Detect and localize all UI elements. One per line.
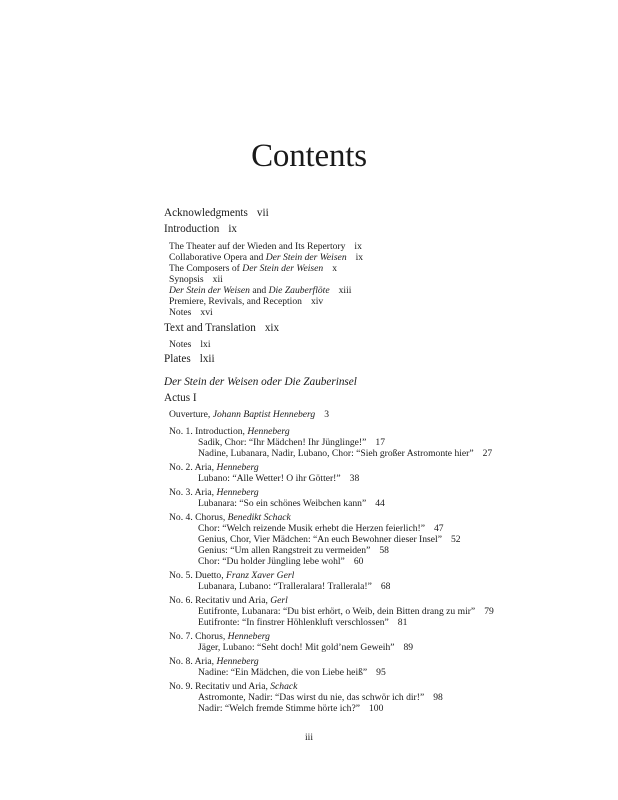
toc-entry-text: No. 1. Introduction,: [169, 426, 248, 437]
toc-entry: [169, 263, 337, 274]
toc-subentry: [198, 606, 494, 617]
toc-entry-text: The Theater auf der Wieden and Its Repertory: [169, 241, 346, 252]
toc-subentry: [198, 617, 407, 628]
toc-entry-text: Gerl: [270, 595, 288, 606]
toc-entry-text: Nadine: “Ein Mädchen, die von Liebe heiß”: [198, 667, 368, 678]
toc-page-ref: lxii: [199, 353, 215, 365]
toc-page-ref: xvi: [200, 307, 213, 318]
toc-entry-text: No. 4. Chorus,: [169, 512, 228, 523]
toc-entry: [169, 656, 259, 667]
toc-entry-text: Der Stein der Weisen: [265, 252, 347, 263]
toc-entry-text: Schack: [270, 681, 298, 692]
toc-entry: [169, 512, 291, 523]
toc-section: [164, 322, 279, 334]
toc-entry: [169, 595, 288, 606]
toc-entry-text: Die Zauberflöte: [268, 285, 330, 296]
toc-page-ref: 47: [433, 523, 444, 534]
toc-entry-text: Plates: [164, 353, 191, 365]
toc-entry-text: Introduction: [164, 223, 220, 235]
toc-entry-text: No. 9. Recitativ und Aria,: [169, 681, 271, 692]
toc-entry-text: Nadine, Lubanara, Nadir, Lubano, Chor: “Sieh großer Astromonte hier”: [198, 448, 474, 459]
toc-entry-text: Genius, Chor, Vier Mädchen: “An euch Bewohner dieser Insel”: [198, 534, 442, 545]
toc-entry-text: Notes: [169, 339, 192, 350]
toc-entry-text: Der Stein der Weisen: [242, 263, 324, 274]
toc-page-ref: ix: [228, 223, 238, 235]
toc-section: [164, 376, 357, 388]
toc-entry-text: Henneberg: [227, 631, 270, 642]
toc-entry: [169, 487, 259, 498]
toc-section: [164, 223, 237, 235]
page-title: Contents: [251, 138, 367, 174]
toc-section: [164, 207, 269, 219]
toc-entry-text: No. 3. Aria,: [169, 487, 217, 498]
toc-entry-text: Ouverture,: [169, 409, 213, 420]
toc-entry-text: Text and Translation: [164, 322, 256, 334]
toc-page-ref: 38: [349, 473, 360, 484]
toc-subentry: [198, 642, 413, 653]
toc-entry: [169, 296, 323, 307]
toc-subentry: [198, 556, 363, 567]
toc-page-ref: xix: [264, 322, 280, 334]
toc-entry-text: No. 7. Chorus,: [169, 631, 228, 642]
toc-entry-text: Der Stein der Weisen oder Die Zauberinsel: [164, 376, 357, 388]
toc-entry-text: Synopsis: [169, 274, 204, 285]
toc-entry-text: No. 5. Duetto,: [169, 570, 227, 581]
toc-section: [164, 392, 197, 404]
toc-entry-text: Chor: “Du holder Jüngling lebe wohl”: [198, 556, 345, 567]
toc-page-ref: 100: [369, 703, 384, 714]
toc-entry-text: Actus I: [164, 392, 197, 404]
toc-entry-text: Der Stein der Weisen: [169, 285, 250, 296]
toc-entry-text: Collaborative Opera and: [169, 252, 266, 263]
toc-page-ref: ix: [354, 241, 362, 252]
toc-page-ref: 58: [379, 545, 389, 556]
toc-entry-text: Franz Xaver Gerl: [226, 570, 295, 581]
toc-entry: [169, 285, 351, 296]
toc-entry-text: Genius: “Um allen Rangstreit zu vermeiden”: [198, 545, 371, 556]
toc-page-ref: xiii: [338, 285, 352, 296]
toc-entry: [169, 307, 213, 318]
toc-entry-text: No. 8. Aria,: [169, 656, 217, 667]
toc-entry-text: Eutifronte, Lubanara: “Du bist erhört, o Weib, dein Bitten drang zu mir”: [198, 606, 476, 617]
toc-entry: [169, 462, 259, 473]
toc-page-ref: 52: [450, 534, 461, 545]
toc-entry-text: Acknowledgments: [164, 207, 248, 219]
toc-page-ref: 44: [375, 498, 385, 509]
toc-page-ref: ix: [355, 252, 364, 263]
toc-page-ref: 95: [376, 667, 386, 678]
toc-subentry: [198, 437, 385, 448]
toc-entry-text: Lubano: “Alle Wetter! O ihr Götter!”: [198, 473, 341, 484]
toc-entry-text: No. 2. Aria,: [169, 462, 217, 473]
toc-entry: [169, 681, 297, 692]
toc-subentry: [198, 448, 492, 459]
toc-entry: [169, 631, 270, 642]
toc-page-ref: 68: [380, 581, 391, 592]
toc-entry-text: Eutifronte: “In finstrer Höhlenkluft verschlossen”: [198, 617, 389, 628]
toc-subentry: [198, 473, 359, 484]
toc-entry-text: Notes: [169, 307, 192, 318]
toc-entry-text: The Composers of: [169, 263, 243, 274]
toc-page-ref: 89: [403, 642, 414, 653]
toc-entry-text: Premiere, Revivals, and Reception: [169, 296, 302, 307]
toc-entry-text: Johann Baptist Henneberg: [212, 409, 316, 420]
toc-entry: [169, 570, 294, 581]
toc-page-ref: lxi: [200, 339, 211, 350]
page-number: iii: [305, 732, 313, 743]
toc-page-ref: xii: [212, 274, 223, 285]
toc-page-ref: vii: [256, 207, 269, 219]
toc-subentry: [198, 545, 389, 556]
toc-entry: [169, 274, 223, 285]
toc-entry-text: Henneberg: [216, 656, 259, 667]
toc-entry: [169, 409, 329, 420]
toc-entry: [169, 252, 363, 263]
toc-entry-text: Lubanara: “So ein schönes Weibchen kann”: [198, 498, 367, 509]
toc-entry-text: Nadir: “Welch fremde Stimme hörte ich?”: [198, 703, 360, 714]
toc-entry-text: Sadik, Chor: “Ihr Mädchen! Ihr Jünglinge!”: [198, 437, 367, 448]
toc-subentry: [198, 692, 443, 703]
toc-subentry: [198, 498, 385, 509]
toc-page-ref: x: [332, 263, 337, 274]
toc-entry: [169, 426, 290, 437]
toc-entry-text: Henneberg: [216, 462, 259, 473]
toc-subentry: [198, 581, 390, 592]
toc-entry-text: and: [249, 285, 269, 296]
toc-page-ref: 17: [375, 437, 385, 448]
toc-page-ref: 81: [397, 617, 408, 628]
toc-entry-text: Henneberg: [216, 487, 259, 498]
toc-entry-text: Astromonte, Nadir: “Das wirst du nie, das schwör ich dir!”: [198, 692, 425, 703]
toc-entry: [169, 339, 211, 350]
toc-entry: [169, 241, 362, 252]
toc-section: [164, 353, 215, 365]
toc-subentry: [198, 703, 383, 714]
toc-subentry: [198, 534, 461, 545]
toc-subentry: [198, 523, 444, 534]
toc-page-ref: 3: [324, 409, 329, 420]
toc-entry-text: Lubanara, Lubano: “Tralleralara! Trallerala!”: [198, 581, 372, 592]
toc-entry-text: Benedikt Schack: [227, 512, 291, 523]
toc-page-ref: 60: [353, 556, 364, 567]
toc-page-ref: xiv: [310, 296, 324, 307]
toc-subentry: [198, 667, 386, 678]
toc-entry-text: Chor: “Welch reizende Musik erhebt die Herzen feierlich!”: [198, 523, 425, 534]
toc-entry-text: Henneberg: [247, 426, 290, 437]
toc-entry-text: Jäger, Lubano: “Seht doch! Mit gold’nem Geweih”: [198, 642, 395, 653]
toc-entry-text: No. 6. Recitativ und Aria,: [169, 595, 271, 606]
toc-page-ref: 98: [433, 692, 443, 703]
toc-page-ref: 27: [482, 448, 493, 459]
toc-page-ref: 79: [484, 606, 494, 617]
